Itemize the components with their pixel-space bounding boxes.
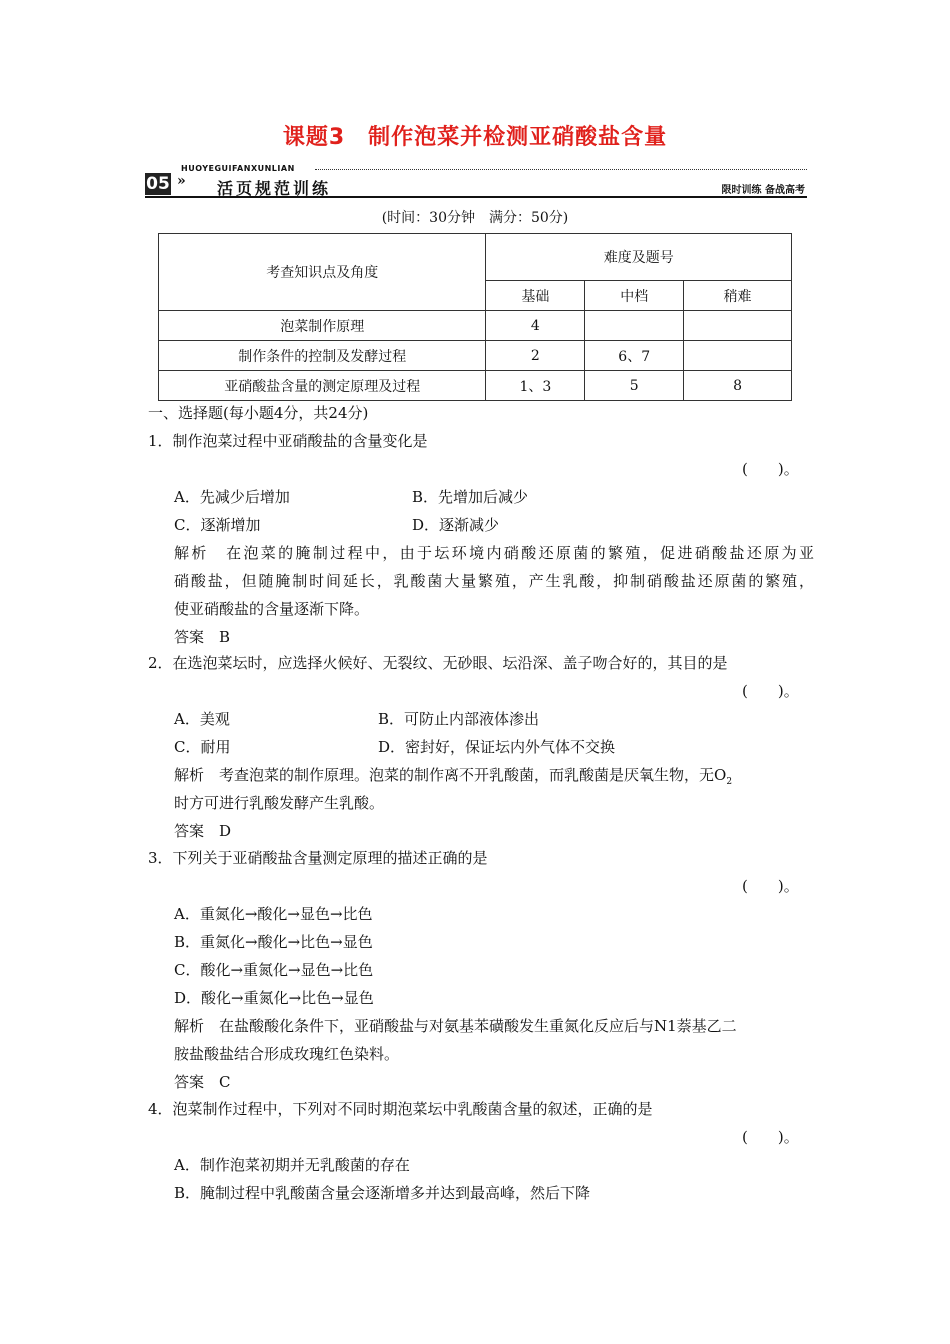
banner-label: 活页规范训练 — [217, 179, 332, 198]
answer-blank: ( )。 — [742, 877, 799, 895]
row-basic: 2 — [486, 341, 585, 371]
question-stem: 4．泡菜制作过程中，下列对不同时期泡菜坛中乳酸菌含量的叙述，正确的是 — [148, 1100, 653, 1118]
row-basic: 1、3 — [486, 371, 585, 401]
subscript: 2 — [726, 777, 733, 787]
answer-blank: ( )。 — [742, 460, 799, 478]
banner-pinyin: HUOYEGUIFANXUNLIAN — [181, 164, 295, 173]
level-basic: 基础 — [486, 281, 585, 311]
option-a: A．美观 — [174, 710, 230, 728]
banner-rule — [145, 196, 807, 198]
level-hard: 稍难 — [684, 281, 792, 311]
question-stem: 2．在选泡菜坛时，应选择火候好、无裂纹、无砂眼、坛沿深、盖子吻合好的，其目的是 — [148, 654, 728, 672]
row-medium — [585, 311, 684, 341]
banner-slogan: 限时训练 备战高考 — [721, 185, 805, 196]
table-row — [159, 341, 792, 371]
explanation: 解析 在泡菜的腌制过程中，由于坛环境内硝酸还原菌的繁殖，促进硝酸盐还原为亚 — [174, 544, 814, 562]
answer: 答案 C — [174, 1073, 231, 1091]
topic-header: 考查知识点及角度 — [159, 234, 486, 311]
explanation: 硝酸盐，但随腌制时间延长，乳酸菌大量繁殖，产生乳酸，抑制硝酸盐还原菌的繁殖， — [174, 572, 814, 590]
dotted-divider — [315, 169, 807, 170]
explanation-text: 解析 考查泡菜的制作原理。泡菜的制作离不开乳酸菌，而乳酸菌是厌氧生物，无O — [174, 766, 727, 784]
option-b: B．重氮化→酸化→比色→显色 — [174, 933, 373, 951]
question-stem: 3．下列关于亚硝酸盐含量测定原理的描述正确的是 — [148, 849, 488, 867]
option-a: A．制作泡菜初期并无乳酸菌的存在 — [174, 1156, 410, 1174]
explanation: 解析 在盐酸酸化条件下，亚硝酸盐与对氨基苯磺酸发生重氮化反应后与N1萘基乙二 — [174, 1017, 737, 1035]
option-c: C．酸化→重氮化→显色→比色 — [174, 961, 374, 979]
option-d: D．酸化→重氮化→比色→显色 — [174, 989, 374, 1007]
answer: 答案 B — [174, 628, 231, 646]
row-hard — [684, 341, 792, 371]
option-c: C．耐用 — [174, 738, 231, 756]
row-topic: 泡菜制作原理 — [159, 311, 486, 341]
row-medium: 6、7 — [585, 341, 684, 371]
time-score-info: (时间：30分钟 满分：50分) — [381, 210, 569, 226]
answer-blank: ( )。 — [742, 1128, 799, 1146]
answer: 答案 D — [174, 822, 232, 840]
option-c: C．逐渐增加 — [174, 516, 261, 534]
section-banner — [145, 164, 807, 198]
knowledge-table — [158, 233, 792, 401]
answer-blank: ( )。 — [742, 682, 799, 700]
option-a: A．先减少后增加 — [174, 488, 290, 506]
section-heading: 一、选择题(每小题4分，共24分) — [148, 404, 369, 422]
explanation: 胺盐酸盐结合形成玫瑰红色染料。 — [174, 1045, 400, 1063]
option-b: B．可防止内部液体渗出 — [378, 710, 540, 728]
row-hard — [684, 311, 792, 341]
chevron-icon: » — [177, 173, 186, 189]
option-d: D．密封好，保证坛内外气体不交换 — [378, 738, 616, 756]
option-b: B．腌制过程中乳酸菌含量会逐渐增多并达到最高峰，然后下降 — [174, 1184, 591, 1202]
row-basic: 4 — [486, 311, 585, 341]
page-title: 课题3 制作泡菜并检测亚硝酸盐含量 — [282, 125, 668, 150]
option-a: A．重氮化→酸化→显色→比色 — [174, 905, 373, 923]
row-hard: 8 — [684, 371, 792, 401]
explanation — [174, 764, 732, 787]
question-stem: 1．制作泡菜过程中亚硝酸盐的含量变化是 — [148, 432, 428, 450]
row-topic: 亚硝酸盐含量的测定原理及过程 — [159, 371, 486, 401]
row-topic: 制作条件的控制及发酵过程 — [159, 341, 486, 371]
explanation: 使亚硝酸盐的含量逐渐下降。 — [174, 600, 370, 618]
option-b: B．先增加后减少 — [412, 488, 529, 506]
table-row — [159, 371, 792, 401]
option-d: D．逐渐减少 — [412, 516, 500, 534]
level-medium: 中档 — [585, 281, 684, 311]
difficulty-header: 难度及题号 — [486, 234, 792, 281]
banner-number: 05 — [146, 174, 170, 194]
row-medium: 5 — [585, 371, 684, 401]
explanation: 时方可进行乳酸发酵产生乳酸。 — [174, 794, 385, 812]
table-row — [159, 311, 792, 341]
